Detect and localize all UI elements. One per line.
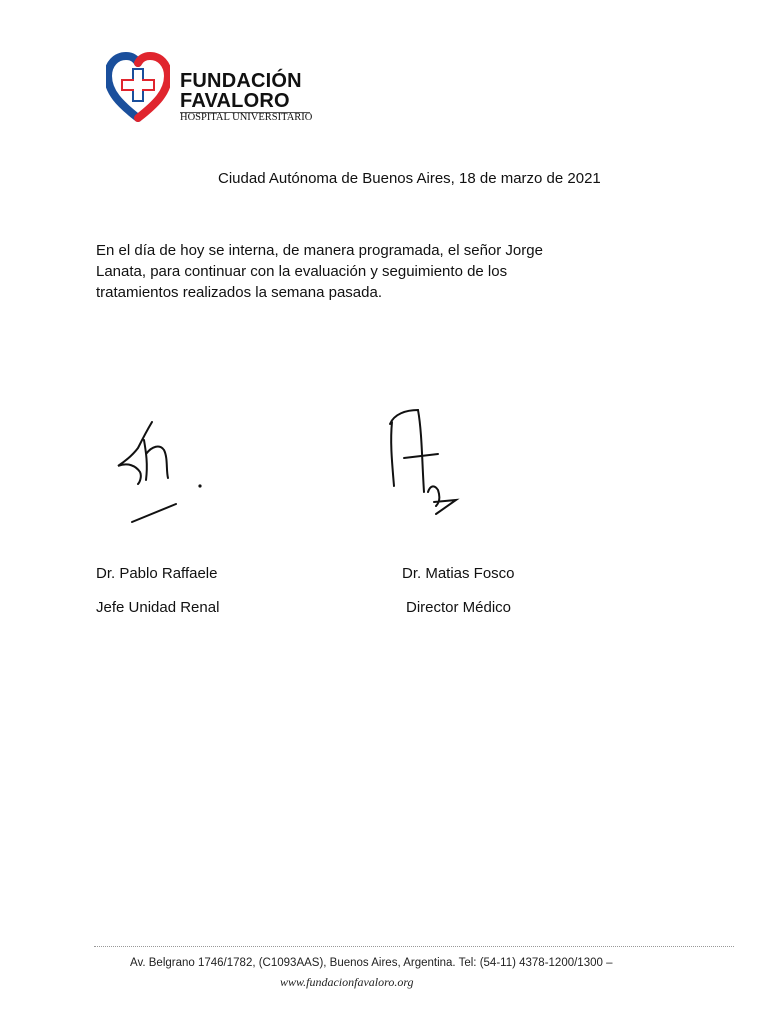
org-name-line2: FAVALORO (180, 90, 290, 112)
signatory-name-left: Dr. Pablo Raffaele (96, 565, 218, 582)
signatory-title-right: Director Médico (406, 599, 512, 616)
signatory-title-left: Jefe Unidad Renal (96, 599, 220, 616)
signature-right (378, 402, 468, 522)
footer-address: Av. Belgrano 1746/1782, (C1093AAS), Buenos Aires, Argentina. Tel: (54-11) 4378-1200/1300 – (130, 957, 613, 969)
header-logo (106, 52, 316, 128)
footer-website: www.fundacionfavaloro.org (280, 975, 414, 989)
body-line: tratamientos realizados la semana pasada. (96, 284, 382, 301)
footer-divider (94, 946, 734, 947)
signature-left (110, 410, 210, 530)
org-subtitle: HOSPITAL UNIVERSITARIO (180, 112, 313, 123)
signatory-name-right: Dr. Matias Fosco (402, 565, 515, 582)
letter-body (96, 240, 616, 303)
heart-cross-logo-icon (106, 52, 170, 122)
body-line: En el día de hoy se interna, de manera programada, el señor Jorge (96, 242, 543, 259)
letter-date: Ciudad Autónoma de Buenos Aires, 18 de marzo de 2021 (218, 170, 601, 187)
org-name-line1: FUNDACIÓN (180, 70, 302, 92)
body-line: Lanata, para continuar con la evaluación y seguimiento de los (96, 263, 508, 280)
